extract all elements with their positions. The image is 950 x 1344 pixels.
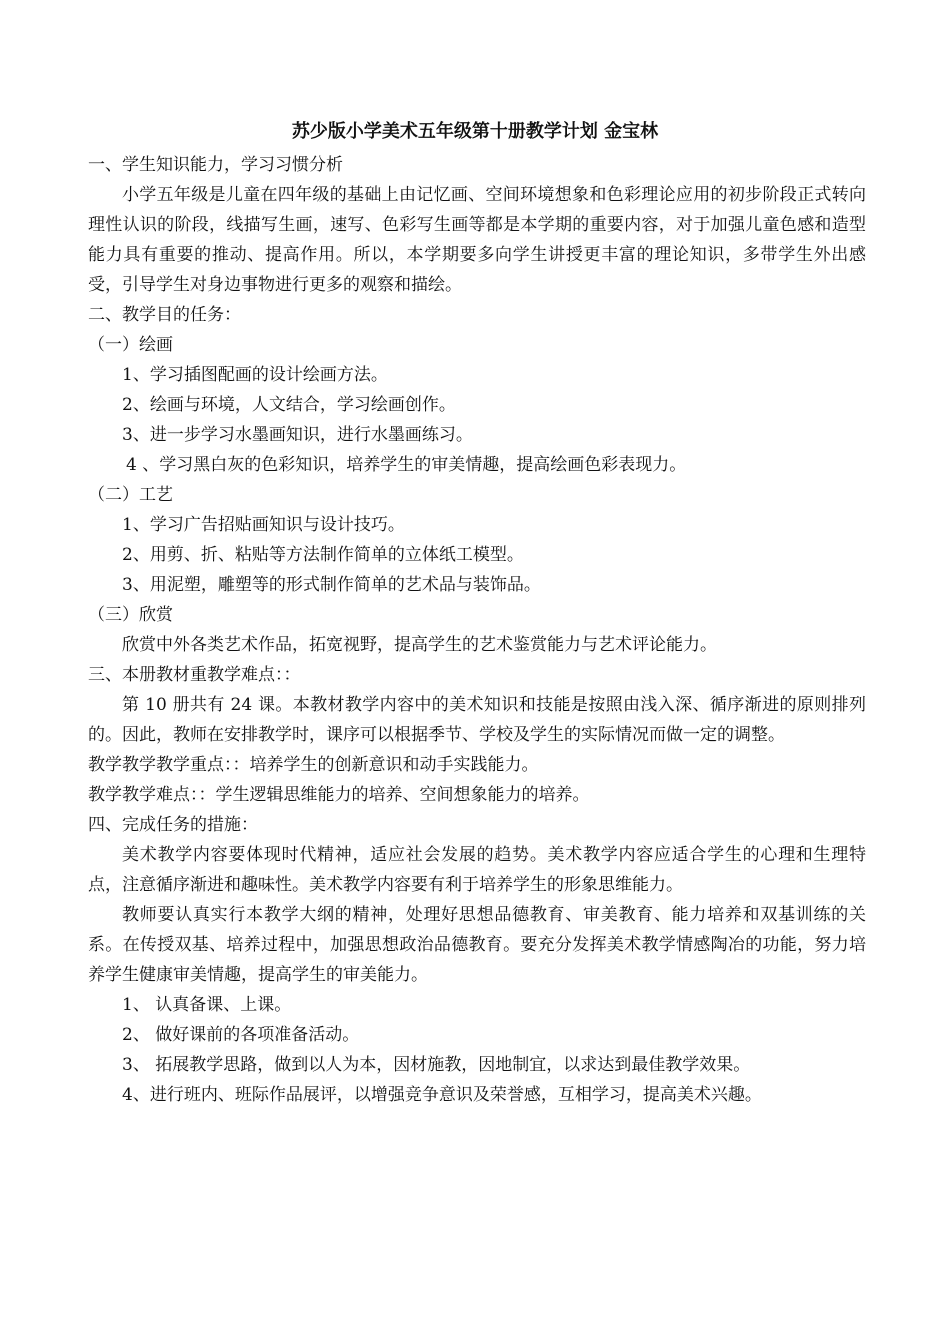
craft-item: 1、学习广告招贴画知识与设计技巧。	[122, 515, 405, 535]
appreciation-text: 欣赏中外各类艺术作品，拓宽视野，提高学生的艺术鉴赏能力与艺术评论能力。	[122, 635, 717, 655]
teaching-difficulty: 教学教学难点：：学生逻辑思维能力的培养、空间想象能力的培养。	[88, 785, 590, 805]
painting-item: 1、学习插图配画的设计绘画方法。	[122, 365, 388, 385]
section-1-paragraph: 小学五年级是儿童在四年级的基础上由记忆画、空间环境想象和色彩理论应用的初步阶段正式转向理性认识的阶段，线描写生画，速写、色彩写生画等都是本学期的重要内容，对于加强儿童色感和造型能力具有重要的推动、提高作用。所以，本学期要多向学生讲授更丰富的理论知识，多带学生外出感受，引导学生对身边事物进行更多的观察和描绘。	[88, 185, 866, 295]
section-4-heading: 四、完成任务的措施：	[88, 815, 258, 835]
painting-item: 3、进一步学习水墨画知识，进行水墨画练习。	[122, 425, 473, 445]
craft-item: 3、用泥塑，雕塑等的形式制作简单的艺术品与装饰品。	[122, 575, 541, 595]
craft-item: 2、用剪、折、粘贴等方法制作简单的立体纸工模型。	[122, 545, 524, 565]
craft-heading: （二）工艺	[88, 485, 173, 505]
measure-item: 3、 拓展教学思路，做到以人为本，因材施教，因地制宜，以求达到最佳教学效果。	[122, 1055, 751, 1075]
appreciation-heading: （三）欣赏	[88, 605, 173, 625]
section-4-paragraph-1: 美术教学内容要体现时代精神，适应社会发展的趋势。美术教学内容应适合学生的心理和生理特点，注意循序渐进和趣味性。美术教学内容要有利于培养学生的形象思维能力。	[88, 845, 866, 895]
section-3-paragraph: 第 10 册共有 24 课。本教材教学内容中的美术知识和技能是按照由浅入深、循序渐进的原则排列的。因此，教师在安排教学时，课序可以根据季节、学校及学生的实际情况而做一定的调整。	[88, 695, 866, 745]
measure-item: 1、 认真备课、上课。	[122, 995, 292, 1015]
section-4-paragraph-2: 教师要认真实行本教学大纲的精神，处理好思想品德教育、审美教育、能力培养和双基训练的关系。在传授双基、培养过程中，加强思想政治品德教育。要充分发挥美术教学情感陶冶的功能，努力培养学生健康审美情趣，提高学生的审美能力。	[88, 905, 866, 985]
painting-item: 4 、学习黑白灰的色彩知识，培养学生的审美情趣，提高绘画色彩表现力。	[126, 455, 687, 475]
measure-item: 2、 做好课前的各项准备活动。	[122, 1025, 360, 1045]
document-body	[88, 150, 866, 1110]
section-3-heading: 三、本册教材重教学难点：：	[88, 665, 301, 685]
section-1-heading: 一、学生知识能力，学习习惯分析	[88, 155, 343, 175]
painting-heading: （一）绘画	[88, 335, 173, 355]
measure-item: 4、进行班内、班际作品展评，以增强竞争意识及荣誉感，互相学习，提高美术兴趣。	[122, 1085, 762, 1105]
teaching-key-point: 教学教学教学重点：：培养学生的创新意识和动手实践能力。	[88, 755, 539, 775]
painting-item: 2、绘画与环境，人文结合，学习绘画创作。	[122, 395, 456, 415]
document-title: 苏少版小学美术五年级第十册教学计划 金宝林	[291, 121, 659, 142]
section-2-heading: 二、教学目的任务：	[88, 305, 241, 325]
